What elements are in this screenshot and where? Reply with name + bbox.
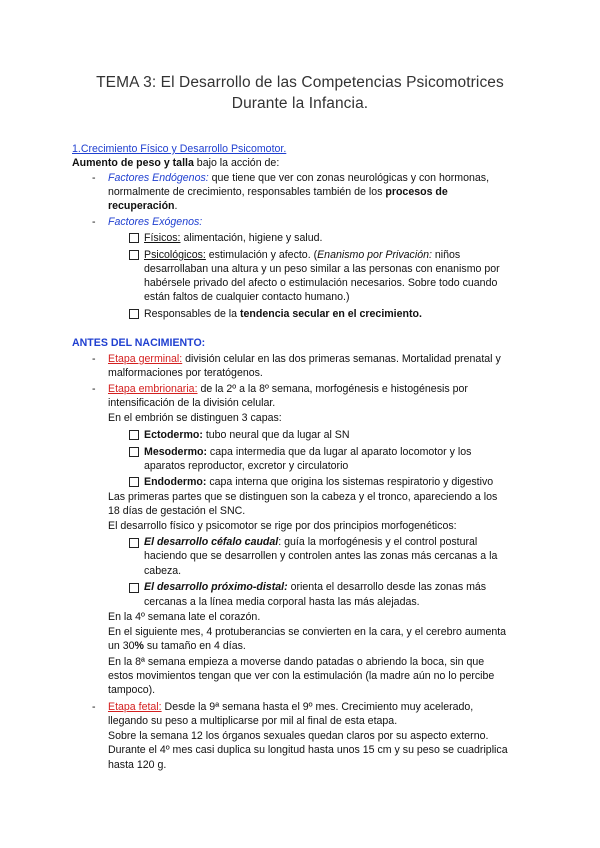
ecto-bold: Ectodermo: [144, 429, 203, 441]
fisicos-text: alimentación, higiene y salud. [180, 232, 323, 244]
section1-heading: 1.Crecimiento Físico y Desarrollo Psicomotor. [72, 143, 287, 155]
title-line-2: Durante la Infancia. [231, 95, 369, 112]
endogenos-bold: procesos de [385, 186, 448, 198]
fetal-line1 [108, 701, 473, 714]
cefalo-text: : guía la morfogénesis y el control postural [278, 536, 478, 548]
fetal-label: Etapa fetal: [108, 701, 162, 713]
germinal-line1 [108, 353, 501, 366]
cefalo-bold: El desarrollo céfalo caudal [144, 536, 279, 548]
cefalo-line3: cabeza. [144, 565, 182, 577]
fisicos-line [144, 232, 322, 245]
dash-bullet: - [92, 216, 96, 228]
checkbox-icon [129, 250, 139, 260]
psico-line1 [144, 249, 460, 262]
meso-line1 [144, 446, 471, 459]
ecto-line [144, 429, 350, 442]
intro-bold: Aumento de peso y talla [72, 157, 194, 169]
checkbox-icon [129, 430, 139, 440]
endogenos-bold2: recuperación [108, 200, 175, 212]
fetal-line5: hasta 120 g. [108, 759, 167, 771]
fetal-line3: Sobre la semana 12 los órganos sexuales quedan claros por su aspecto externo. [108, 730, 489, 742]
responsables-line [144, 308, 422, 321]
dash-bullet: - [92, 353, 96, 365]
dash-bullet: - [92, 172, 96, 184]
intro-rest: bajo la acción de: [193, 157, 280, 169]
meso-line2: aparatos reproductor, excretor y circulatorio [144, 460, 349, 472]
endogenos-line2 [108, 186, 448, 199]
document-title [70, 72, 530, 114]
proximo-bold: El desarrollo próximo-distal: [144, 581, 288, 593]
endogenos-line1 [108, 172, 489, 185]
cefalo-line2: haciendo que se desarrollen y controlen antes las zonas más cercanas a la [144, 550, 498, 562]
meso-bold: Mesodermo: [144, 446, 207, 458]
fetal-line2: llegando su peso a multiplicarse por mil al final de esta etapa. [108, 715, 398, 727]
fetal-text: Desde la 9ª semana hasta el 9º mes. Crecimiento muy acelerado, [161, 701, 474, 713]
endogenos-period: . [174, 200, 178, 212]
para-line: 18 días de gestación el SNC. [108, 505, 246, 517]
psico-label: Psicológicos: [144, 249, 206, 261]
checkbox-icon [129, 477, 139, 487]
para-line: tampoco). [108, 684, 156, 696]
embrionaria-text: de la 2º a la 8º semana, morfogénesis e histogénesis por [197, 383, 468, 395]
proximo-line2: cercanas a la línea media corporal hasta las más alejadas. [144, 596, 420, 608]
para-line: El desarrollo físico y psicomotor se rige por dos principios morfogenéticos: [108, 520, 457, 532]
psico-line4: están faltos de cualquier contacto humano.) [144, 291, 350, 303]
q3c: su tamaño en 4 días. [143, 640, 246, 652]
embrionaria-line1 [108, 383, 468, 396]
meso-text: capa intermedia que da lugar al aparato locomotor y los [206, 446, 472, 458]
endogenos-text2: normalmente de crecimiento, responsables también de los [108, 186, 386, 198]
germinal-text: división celular en las dos primeras semanas. Mortalidad prenatal y [182, 353, 501, 365]
psico-line2: desarrollaban una altura y un peso similar a las personas con enanismo por [144, 263, 500, 275]
psico-text2: niños [431, 249, 461, 261]
intro-line [72, 157, 279, 170]
para-line: En la 4º semana late el corazón. [108, 611, 261, 623]
psico-italic: Enanismo por Privación: [317, 249, 432, 261]
para-line: Las primeras partes que se distinguen son la cabeza y el tronco, apareciendo a los [108, 491, 498, 503]
endogenos-label: Factores Endógenos: [108, 172, 209, 184]
dash-bullet: - [92, 383, 96, 395]
q3a: un 30 [108, 640, 135, 652]
cefalo-line1 [144, 536, 477, 549]
endogenos-text: que tiene que ver con zonas neurológicas y con hormonas, [208, 172, 490, 184]
resp-bold: tendencia secular en el crecimiento. [240, 308, 422, 320]
embrionaria-line2: intensificación de la división celular. [108, 397, 276, 409]
psico-text: estimulación y afecto. ( [205, 249, 318, 261]
endogenos-line3 [108, 200, 178, 213]
proximo-text: orienta el desarrollo desde las zonas más [287, 581, 487, 593]
fetal-line4: Durante el 4º mes casi duplica su longitud hasta unos 15 cm y su peso se cuadriplica [108, 744, 508, 756]
resp-text: Responsables de la [144, 308, 240, 320]
exogenos-label: Factores Exógenos: [108, 216, 203, 228]
ecto-text: tubo neural que da lugar al SN [202, 429, 350, 441]
q3b: % [134, 640, 144, 652]
embrionaria-line3: En el embrión se distinguen 3 capas: [108, 412, 282, 424]
endo-text: capa interna que origina los sistemas respiratorio y digestivo [206, 476, 494, 488]
para-line-30pct [108, 640, 246, 653]
endo-line [144, 476, 493, 489]
dash-bullet: - [92, 701, 96, 713]
endo-bold: Endodermo: [144, 476, 207, 488]
para-line: En la 8ª semana empieza a moverse dando patadas o abriendo la boca, sin que [108, 656, 485, 668]
checkbox-icon [129, 538, 139, 548]
germinal-label: Etapa germinal: [108, 353, 183, 365]
psico-line3: habérsele privado del afecto o estimulación necesarios. Sobre todo cuando [144, 277, 498, 289]
fisicos-label: Físicos: [144, 232, 181, 244]
checkbox-icon [129, 233, 139, 243]
embrionaria-label: Etapa embrionaria: [108, 383, 198, 395]
para-line: estos movimientos tengan que ver con la estimulación (la madre aún no lo percibe [108, 670, 495, 682]
checkbox-icon [129, 309, 139, 319]
checkbox-icon [129, 583, 139, 593]
section2-heading: ANTES DEL NACIMIENTO: [72, 337, 206, 349]
germinal-line2: malformaciones por teratógenos. [108, 367, 263, 379]
checkbox-icon [129, 447, 139, 457]
para-line: En el siguiente mes, 4 protuberancias se convierten en la cara, y el cerebro aumenta [108, 626, 507, 638]
proximo-line1 [144, 581, 486, 594]
title-line-1: TEMA 3: El Desarrollo de las Competencias Psicomotrices [96, 74, 504, 91]
